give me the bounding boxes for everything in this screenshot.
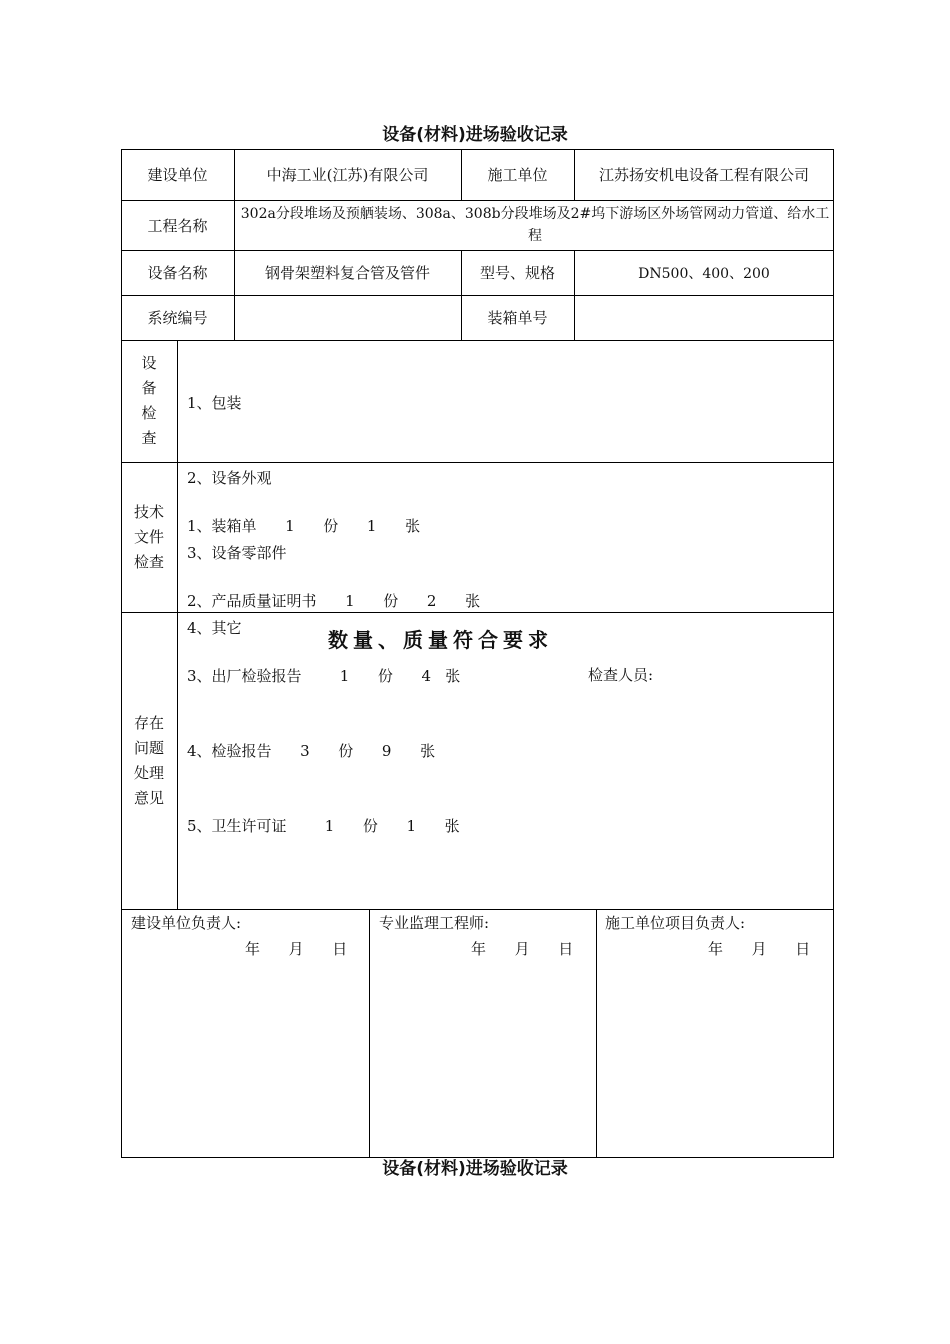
list-item: 5、卫生许可证 1 份 1 张 [187, 817, 460, 835]
project-name-value: 302a分段堆场及预舾装场、308a、308b分段堆场及2#坞下游场区外场管网动力管道、给水工程 [240, 206, 830, 244]
project-name-label: 工程名称 [147, 216, 208, 235]
label-line: 问题 [133, 738, 164, 757]
tech-docs-list [187, 464, 480, 864]
equipment-check-label [121, 340, 177, 462]
col-divider [369, 909, 370, 1158]
tech-docs-label [121, 462, 177, 612]
label-char: 查 [141, 429, 157, 447]
label-char: 检 [141, 404, 157, 422]
signature-date-supervisor: 年 月 日 [471, 940, 574, 958]
list-item: 4、其它 [187, 619, 242, 637]
list-item: 3、出厂检验报告 1 份 4 张 [187, 667, 461, 685]
model-spec-label: 型号、规格 [479, 264, 555, 282]
signature-label-construction-unit: 施工单位项目负责人: [605, 914, 746, 932]
col-divider [177, 340, 178, 909]
build-unit-label: 建设单位 [147, 166, 208, 184]
equipment-name-label: 设备名称 [147, 264, 208, 282]
signature-date-construction-unit: 年 月 日 [708, 940, 811, 958]
label-char: 设 [141, 354, 157, 372]
page-title: 设备(材料)进场验收记录 [382, 125, 568, 145]
label-line: 处理 [133, 763, 164, 782]
list-item: 1、包装 [187, 394, 242, 412]
conclusion-text: 数量、质量符合要求 [328, 628, 553, 652]
system-no-value [234, 295, 461, 340]
construction-unit-value: 江苏扬安机电设备工程有限公司 [598, 166, 809, 184]
label-line: 检查 [133, 552, 164, 571]
label-line: 意见 [133, 788, 164, 807]
label-line: 文件 [133, 527, 164, 546]
label-line: 技术 [133, 502, 164, 521]
signature-label-supervisor: 专业监理工程师: [379, 914, 490, 932]
packing-no-label: 装箱单号 [487, 309, 548, 327]
list-item: 3、设备零部件 [187, 544, 287, 562]
issues-label [121, 612, 177, 909]
list-item: 4、检验报告 3 份 9 张 [187, 742, 436, 760]
col-divider [596, 909, 597, 1158]
equipment-name-value: 钢骨架塑料复合管及管件 [264, 264, 430, 282]
packing-no-value [574, 295, 834, 340]
row-divider [121, 909, 834, 910]
page-title-repeat: 设备(材料)进场验收记录 [382, 1159, 568, 1179]
model-spec-value: DN500、400、200 [638, 265, 770, 282]
label-char: 备 [141, 379, 157, 397]
construction-unit-label: 施工单位 [487, 166, 548, 184]
label-line: 存在 [133, 713, 164, 732]
list-item: 2、设备外观 [187, 469, 272, 487]
signature-date-build-unit: 年 月 日 [245, 940, 348, 958]
inspector-label: 检查人员: [588, 666, 654, 684]
system-no-label: 系统编号 [147, 309, 208, 327]
list-item: 2、产品质量证明书 1 份 2 张 [187, 592, 481, 610]
list-item: 1、装箱单 1 份 1 张 [187, 517, 421, 535]
signature-label-build-unit: 建设单位负责人: [131, 914, 242, 932]
build-unit-value: 中海工业(江苏)有限公司 [266, 166, 429, 184]
